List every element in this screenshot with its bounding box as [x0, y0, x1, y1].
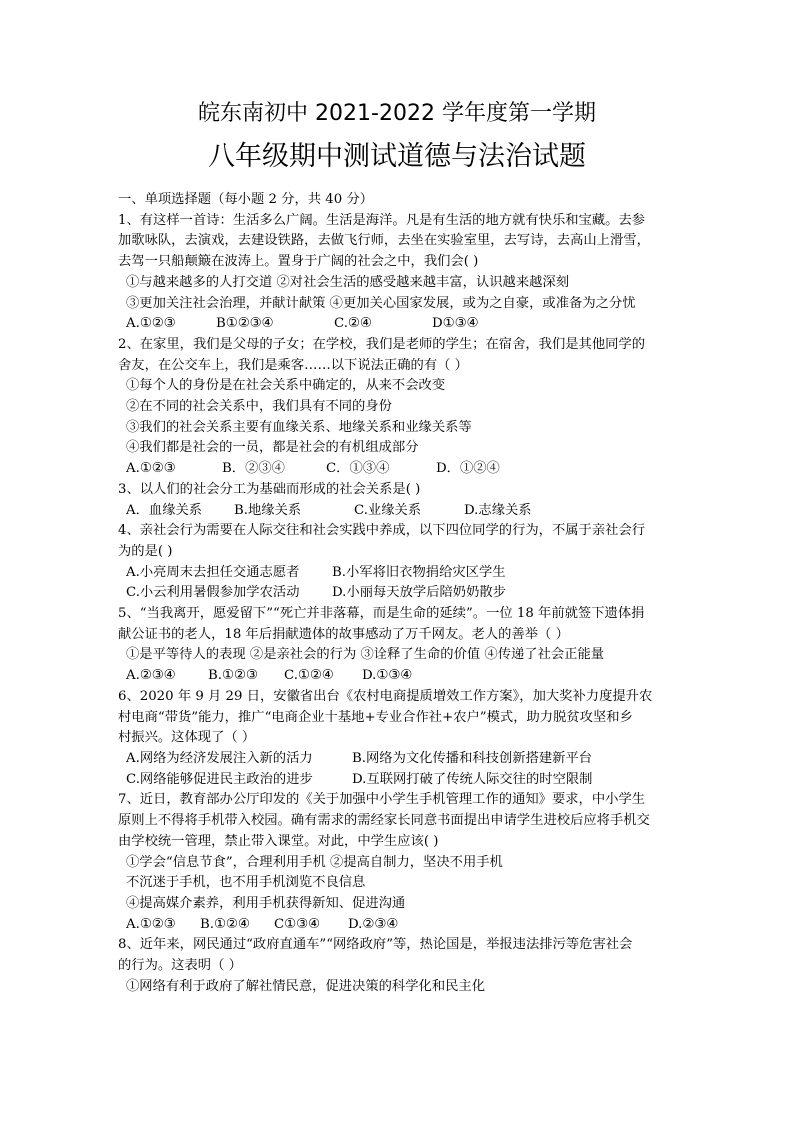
choice-b: B.①②④	[200, 916, 250, 932]
choice-a: A.小亮周末去担任交通志愿者	[126, 564, 300, 580]
question-stem-line: 原则上不得将手机带入校园。确有需求的需经家长同意书面提出申请学生进校后应将手机交	[118, 813, 650, 829]
question-8	[118, 935, 680, 997]
statement-line: ①网络有利于政府了解社情民意，促进决策的科学化和民主化	[126, 978, 486, 994]
choice-b: B.小军将旧衣物捐给灾区学生	[332, 564, 506, 580]
choice-d: D．①②④	[436, 461, 500, 477]
choice-c: C①③④	[274, 916, 320, 932]
choice-d: D.①③④	[362, 668, 413, 684]
question-stem-line: 的行为。这表明（ ）	[118, 958, 242, 974]
question-stem-line: 舍友，在公交车上，我们是乘客……以下说法正确的有（ ）	[118, 357, 468, 373]
statement-line: ③更加关注社会治理，并献计献策 ④更加关心国家发展，或为之自豪，或准备为之分忧	[126, 295, 636, 311]
question-stem-line: 5、“当我离开，愿爱留下”“死亡并非落幕，而是生命的延续”。一位 18 年前就签下遗体捐	[118, 606, 645, 622]
exam-title-line1: 皖东南初中 2021-2022 学年度第一学期	[198, 101, 596, 126]
choice-c: C.网络能够促进民主政治的进步	[126, 771, 313, 787]
choice-a: A.①②③	[126, 461, 176, 477]
statement-line: ①是平等待人的表现 ②是亲社会的行为 ③诠释了生命的价值 ④传递了社会正能量	[126, 647, 605, 663]
question-4	[118, 521, 680, 604]
answer-choices	[118, 501, 680, 522]
statement-line: ③我们的社会关系主要有血缘关系、地缘关系和业缘关系等	[126, 419, 472, 435]
exam-title-line2: 八年级期中测试道德与法治试题	[208, 141, 586, 172]
question-stem-line: 6、2020 年 9 月 29 日，安徽省出台《农村电商提质增效工作方案》，加大奖补力度提升农	[118, 688, 653, 704]
question-stem-line: 村电商“带货”能力，推广“电商企业十基地+专业合作社+农户”模式，助力脱贫攻坚和乡	[118, 709, 633, 725]
choice-d: D①③④	[432, 316, 479, 332]
choice-b: B.①②③	[208, 668, 258, 684]
question-stem-line: 去驾一只船颠簸在波涛上。置身于广阔的社会之中，我们会( )	[118, 254, 479, 270]
choice-a: A.①②③	[126, 316, 176, 332]
choice-a: A.①②③	[126, 916, 176, 932]
question-stem-line: 由学校统一管理，禁止带入课堂。对此，中学生应该( )	[118, 833, 439, 849]
answer-choices	[118, 563, 680, 584]
choice-d: D.小丽每天放学后陪奶奶散步	[332, 585, 506, 601]
question-stem-line: 1、有这样一首诗：生活多么广阔。生活是海洋。凡是有生活的地方就有快乐和宝藏。去参	[118, 212, 646, 228]
question-5	[118, 604, 680, 687]
choice-d: D.②③④	[348, 916, 399, 932]
answer-choices	[118, 583, 680, 604]
choice-b: B．②③④	[222, 461, 285, 477]
question-stem-line: 3、以人们的社会分工为基础而形成的社会关系是( )	[118, 481, 421, 497]
question-stem-line: 献公证书的老人，18 年后捐献遗体的故事感动了万千网友。老人的善举（ ）	[118, 626, 569, 642]
question-stem-line: 4、亲社会行为需要在人际交往和社会实践中养成，以下四位同学的行为，不属于亲社会行	[118, 523, 646, 539]
question-stem-line: 为的是( )	[118, 543, 173, 559]
statement-line: ④提高媒介素养，利用手机获得新知、促进沟通	[126, 895, 406, 911]
choice-a: A.②③④	[126, 668, 176, 684]
answer-choices	[118, 314, 680, 335]
choice-c: C.①②④	[284, 668, 334, 684]
statement-line: ①学会“信息节食”，合理利用手机 ②提高自制力，坚决不用手机	[126, 854, 503, 870]
choice-b: B.地缘关系	[234, 502, 302, 518]
choice-c: C.②④	[334, 316, 372, 332]
choice-b: B①②③④	[216, 316, 274, 332]
question-stem-line: 8、近年来，网民通过“政府直通车”“网络政府”等，热论国是，举报违法排污等危害社会	[118, 937, 633, 953]
question-7	[118, 790, 680, 935]
choice-c: C.业缘关系	[354, 502, 422, 518]
statement-line: ②在不同的社会关系中，我们具有不同的身份	[126, 399, 392, 415]
answer-choices	[118, 666, 680, 687]
statement-line: 不沉迷于手机，也不用手机浏览不良信息	[126, 875, 366, 891]
statement-line: ①每个人的身份是在社会关系中确定的，从来不会改变	[126, 378, 446, 394]
statement-line: ①与越来越多的人打交道 ②对社会生活的感受越来越丰富，认识越来越深刻	[126, 274, 570, 290]
section-heading: 一、单项选择题（每小题 2 分，共 40 分）	[118, 192, 374, 207]
exam-content	[118, 190, 680, 997]
question-3	[118, 480, 680, 521]
question-6	[118, 687, 680, 791]
question-stem-line: 加歌咏队，去演戏，去建设铁路，去做飞行师，去坐在实验室里，去写诗，去高山上滑雪，	[118, 233, 650, 249]
answer-choices	[118, 459, 680, 480]
question-stem-line: 7、近日，教育部办公厅印发的《关于加强中小学生手机管理工作的通知》要求，中小学生	[118, 792, 646, 808]
question-stem-line: 村振兴。这体现了（ ）	[118, 730, 256, 746]
question-stem-line: 2、在家里，我们是父母的子女；在学校，我们是老师的学生；在宿舍，我们是其他同学的	[118, 336, 646, 352]
answer-choices	[118, 749, 680, 770]
choice-d: D.互联网打破了传统人际交往的时空限制	[352, 771, 593, 787]
answer-choices	[118, 915, 680, 936]
answer-choices	[118, 770, 680, 791]
question-1	[118, 211, 680, 335]
choice-c: C．①③④	[326, 461, 390, 477]
choice-d: D.志缘关系	[464, 502, 532, 518]
choice-b: B.网络为文化传播和科技创新搭建新平台	[352, 750, 593, 766]
choice-a: A．血缘关系	[126, 502, 203, 518]
choice-a: A.网络为经济发展注入新的活力	[126, 750, 313, 766]
question-2	[118, 335, 680, 480]
statement-line: ④我们都是社会的一员，都是社会的有机组成部分	[126, 440, 419, 456]
choice-c: C.小云利用暑假参加学农活动	[126, 585, 300, 601]
